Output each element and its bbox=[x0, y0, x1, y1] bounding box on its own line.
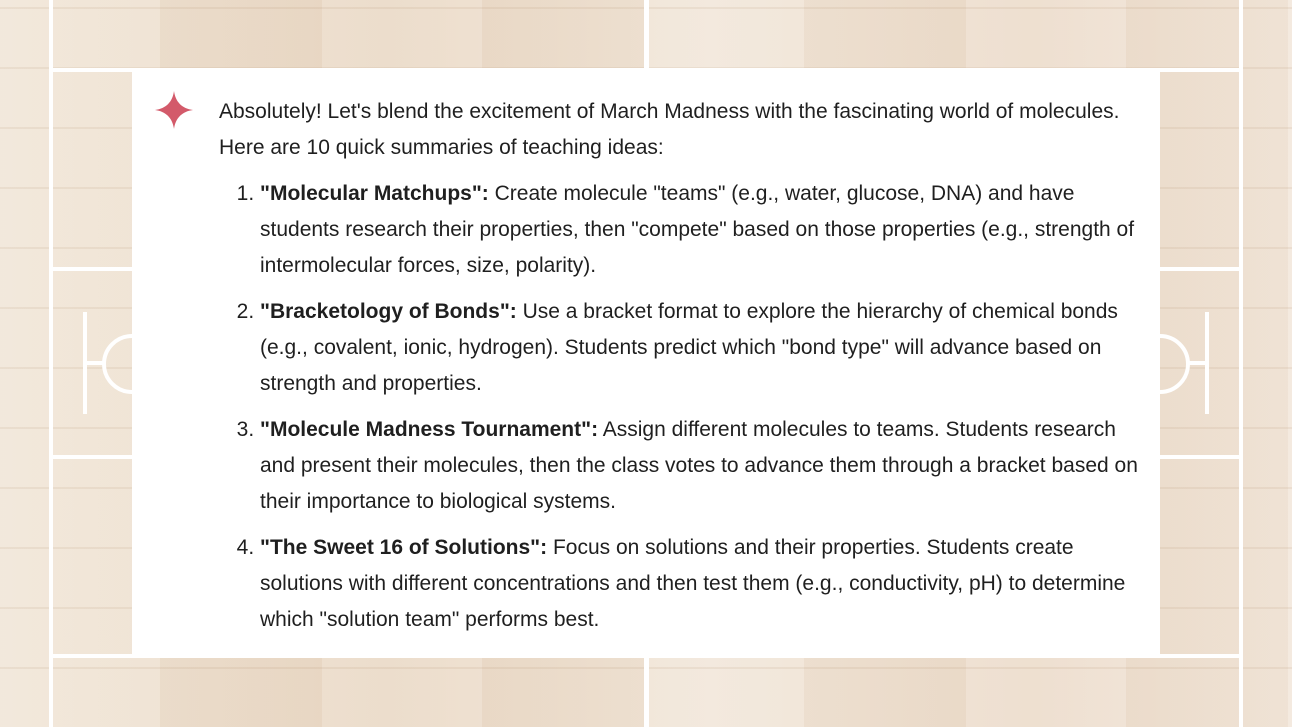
idea-title: "The Sweet 16 of Solutions": bbox=[260, 536, 548, 559]
list-item bbox=[260, 176, 1139, 284]
response-card bbox=[132, 72, 1160, 655]
sparkle-icon bbox=[154, 90, 194, 130]
idea-body: Create molecule "teams" (e.g., water, glucose, DNA) and have students research their properties, then "compete" based on those properties (e.g., strength of intermolecular forces, size, polarity). bbox=[260, 182, 1135, 277]
court-lane-bottom-left bbox=[49, 455, 133, 459]
response-intro: Absolutely! Let's blend the excitement of March Madness with the fascinating world of molecules. Here are 10 quick summaries of teaching ideas: bbox=[219, 100, 1120, 159]
idea-title: "Molecule Madness Tournament": bbox=[260, 418, 599, 441]
court-lane-top-right bbox=[1159, 267, 1243, 271]
list-item bbox=[260, 294, 1139, 402]
court-lane-top-left bbox=[49, 267, 133, 271]
idea-title: "Molecular Matchups": bbox=[260, 182, 489, 205]
list-item bbox=[260, 412, 1139, 520]
idea-body: Use a bracket format to explore the hierarchy of chemical bonds (e.g., covalent, ionic, hydrogen). Students predict which "bond type" will advance based on strength and properties. bbox=[260, 300, 1118, 395]
backboard-right bbox=[1205, 312, 1209, 414]
idea-body: Assign different molecules to teams. Students research and present their molecules, then the class votes to advance them through a bracket based on their importance to biological systems. bbox=[260, 418, 1138, 513]
court-lane-bottom-right bbox=[1159, 455, 1243, 459]
idea-title: "Bracketology of Bonds": bbox=[260, 300, 517, 323]
court-boundary-left bbox=[49, 0, 53, 727]
list-item bbox=[260, 530, 1139, 638]
court-boundary-right bbox=[1239, 0, 1243, 727]
idea-body: Focus on solutions and their properties. Students create solutions with different concentrations and then test them (e.g., conductivity, pH) to determine which "solution team" performs best. bbox=[260, 536, 1126, 631]
ideas-list bbox=[219, 176, 1139, 638]
hoop-right bbox=[1154, 334, 1194, 394]
response-text bbox=[219, 94, 1139, 648]
